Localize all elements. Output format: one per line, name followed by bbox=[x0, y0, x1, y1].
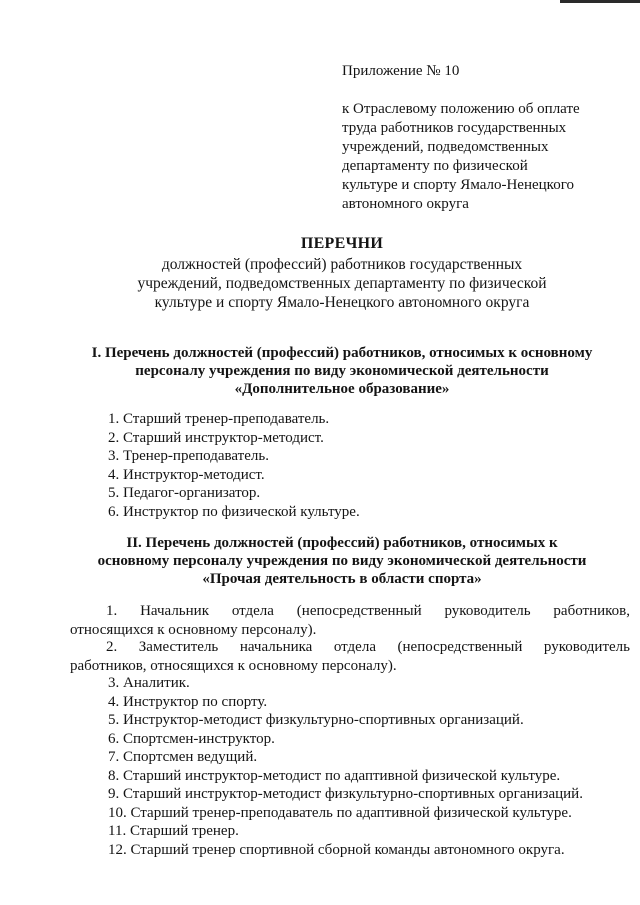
section2-heading bbox=[0, 534, 640, 588]
list-item: 11. Старший тренер. bbox=[108, 823, 239, 839]
item-rest-line: относящихся к основному персоналу). bbox=[70, 621, 317, 638]
list-item: 10. Старший тренер-преподаватель по адаптивной физической культуре. bbox=[108, 804, 572, 821]
item-first-line: 1. Начальник отдела (непосредственный руководитель работников, bbox=[106, 603, 630, 619]
list-item: 12. Старший тренер спортивной сборной команды автономного округа. bbox=[108, 841, 565, 858]
section2-item-1 bbox=[70, 602, 630, 639]
section2-list bbox=[108, 674, 583, 859]
list-item: 5. Инструктор-методист физкультурно-спортивных организаций. bbox=[108, 712, 524, 728]
list-item: 6. Инструктор по физической культуре. bbox=[108, 503, 360, 520]
title-line: должностей (профессий) работников государственных bbox=[161, 256, 523, 273]
appendix-line: департаменту по физической bbox=[342, 158, 528, 174]
appendix-line: учреждений, подведомственных bbox=[342, 139, 549, 155]
appendix-line: культуре и спорту Ямало-Ненецкого bbox=[342, 177, 574, 193]
list-item: 7. Спортсмен ведущий. bbox=[108, 749, 258, 765]
section2-item-2 bbox=[70, 638, 630, 675]
document-title bbox=[0, 234, 640, 312]
list-item: 8. Старший инструктор-методист по адаптивной физической культуре. bbox=[108, 767, 561, 784]
list-item: 4. Инструктор-методист. bbox=[108, 466, 265, 483]
section1-heading bbox=[0, 344, 640, 398]
appendix-line: автономного округа bbox=[342, 196, 469, 212]
section2-heading-line: II. Перечень должностей (профессий) работников, относимых к bbox=[126, 535, 558, 551]
section1-heading-line: I. Перечень должностей (профессий) работников, относимых к основному bbox=[91, 345, 593, 361]
appendix-number: Приложение № 10 bbox=[342, 63, 460, 79]
section2-heading-line: основному персоналу учреждения по виду экономической деятельности bbox=[97, 553, 587, 569]
appendix-line: труда работников государственных bbox=[342, 120, 567, 136]
section1-heading-line: «Дополнительное образование» bbox=[234, 381, 450, 397]
title-heading: ПЕРЕЧНИ bbox=[300, 235, 384, 252]
title-line: культуре и спорту Ямало-Ненецкого автономного округа bbox=[154, 294, 530, 311]
list-item: 9. Старший инструктор-методист физкультурно-спортивных организаций. bbox=[108, 786, 583, 802]
list-item: 3. Аналитик. bbox=[108, 675, 190, 691]
list-item: 6. Спортсмен-инструктор. bbox=[108, 730, 275, 747]
item-first-line: 2. Заместитель начальника отдела (непосредственный руководитель bbox=[106, 639, 630, 655]
list-item: 2. Старший инструктор-методист. bbox=[108, 429, 324, 446]
list-item: 1. Старший тренер-преподаватель. bbox=[108, 411, 330, 427]
section1-list bbox=[108, 410, 360, 521]
title-line: учреждений, подведомственных департаменту по физической bbox=[137, 275, 547, 292]
section1-heading-line: персоналу учреждения по виду экономической деятельности bbox=[135, 363, 549, 379]
item-rest-line: работников, относящихся к основному персоналу). bbox=[70, 657, 397, 674]
list-item: 5. Педагог-организатор. bbox=[108, 485, 261, 501]
appendix-line: к Отраслевому положению об оплате bbox=[342, 101, 580, 117]
scan-edge-line bbox=[560, 0, 640, 3]
appendix-block bbox=[342, 62, 622, 214]
list-item: 3. Тренер-преподаватель. bbox=[108, 448, 269, 464]
list-item: 4. Инструктор по спорту. bbox=[108, 693, 268, 710]
section2-heading-line: «Прочая деятельность в области спорта» bbox=[202, 571, 482, 587]
